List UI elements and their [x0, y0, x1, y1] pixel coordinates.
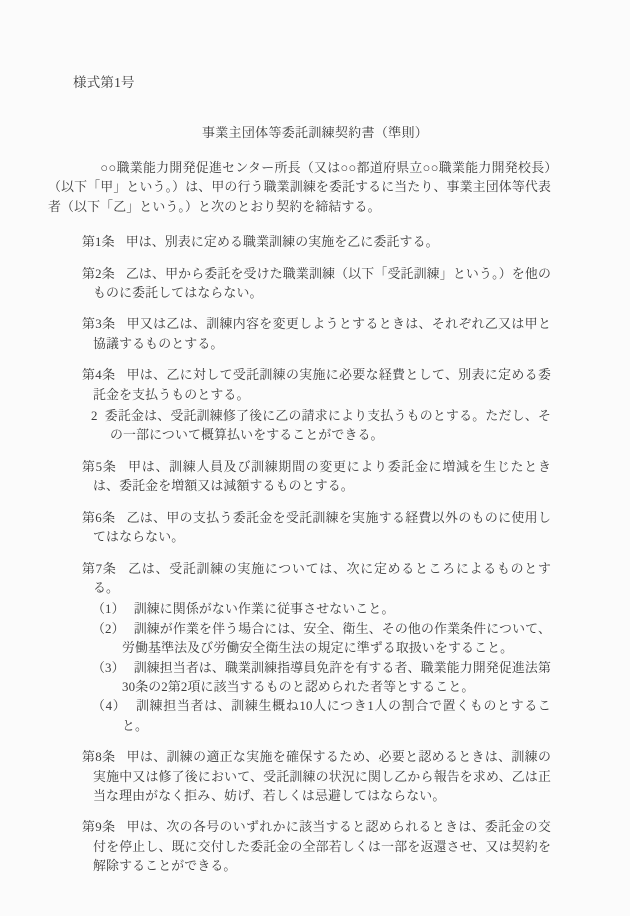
article-4 [0, 366, 630, 405]
article-7-item-1 [0, 600, 630, 619]
article-4-label: 第4条 [82, 368, 116, 383]
article-5-label: 第5条 [82, 459, 117, 474]
article-7-item-3 [0, 659, 630, 698]
document-title: 事業主団体等委託訓練契約書（準則） [201, 125, 429, 140]
article-7-label: 第7条 [82, 561, 117, 576]
article-6 [0, 509, 630, 548]
article-9-text: 甲は、次の各号のいずれかに該当すると認められるときは、委託金の交付を停止し、既に交付した委託金の全部若しくは一部を返還させ、又は契約を解除することができる。 [93, 820, 551, 874]
article-3 [0, 315, 630, 354]
article-1-text: 甲は、別表に定める職業訓練の実施を乙に委託する。 [125, 235, 439, 250]
article-7-item-4-text: 訓練担当者は、訓練生概ね10人につき1人の割合で置くものとすること。 [122, 699, 551, 733]
form-number: 様式第1号 [73, 75, 135, 90]
article-2-text: 乙は、甲から委託を受けた職業訓練（以下「受託訓練」という。）を他のものに委託してはならない。 [93, 266, 551, 301]
article-4-clause-2-text: 委託金は、受託訓練修了後に乙の請求により支払うものとする。ただし、その一部について概算払いをすることができる。 [104, 409, 551, 443]
article-2 [0, 265, 630, 304]
article-7-item-2 [0, 620, 630, 659]
article-7-item-1-text: 訓練に関係がない作業に従事させないこと。 [133, 602, 395, 617]
article-1 [0, 233, 630, 252]
article-3-text: 甲又は乙は、訓練内容を変更しようとするときは、それぞれ乙又は甲と協議するものとする。 [93, 317, 551, 351]
article-6-text: 乙は、甲の支払う委託金を受託訓練を実施する経費以外のものに使用してはならない。 [93, 510, 551, 545]
article-7-item-3-number: （3） [92, 660, 125, 675]
article-7-item-3-text: 訓練担当者は、職業訓練指導員免許を有する者、職業能力開発促進法第30条の2第2項に該当するものと認められた者等とすること。 [122, 660, 551, 694]
article-8-text: 甲は、訓練の適正な実施を確保するため、必要と認めるときは、訓練の実施中又は修了後において、受託訓練の状況に関し乙から報告を求め、乙は正当な理由がなく拒み、妨げ、若しくは忌避してはならない。 [93, 750, 551, 803]
article-4-clause-2-number: 2 [91, 409, 98, 424]
article-3-label: 第3条 [82, 317, 116, 332]
preamble-paragraph: ○○職業能力開発促進センター所長（又は○○都道府県立○○職業能力開発校長）（以下「甲」という。）は、甲の行う職業訓練を委託するに当たり、事業主団体等代表者（以下「乙」という。）と次のとおり契約を締結する。 [48, 161, 551, 214]
article-8-label: 第8条 [82, 750, 116, 765]
article-1-label: 第1条 [82, 235, 115, 250]
article-5-text: 甲は、訓練人員及び訓練期間の変更により委託金に増減を生じたときは、委託金を増額又は減額するものとする。 [93, 459, 551, 494]
article-9 [0, 818, 630, 876]
article-2-label: 第2条 [82, 266, 115, 281]
article-8 [0, 748, 630, 806]
article-7-item-1-number: （1） [92, 602, 125, 617]
article-6-label: 第6条 [82, 510, 116, 525]
article-5 [0, 458, 630, 497]
article-4-clause-2 [0, 407, 630, 446]
article-4-text: 甲は、乙に対して受託訓練の実施に必要な経費として、別表に定める委託金を支払うものとする。 [93, 368, 551, 402]
article-7 [0, 560, 630, 599]
contract-text [0, 159, 630, 889]
article-7-item-2-text: 訓練が作業を伴う場合には、安全、衛生、その他の作業条件について、労働基準法及び労働安全衛生法の規定に準ずる取扱いをすること。 [122, 621, 551, 656]
article-7-text: 乙は、受託訓練の実施については、次に定めるところによるものとする。 [93, 561, 551, 595]
article-9-label: 第9条 [82, 820, 116, 835]
article-7-item-2-number: （2） [92, 621, 125, 636]
article-7-item-4 [0, 697, 630, 736]
article-7-item-4-number: （4） [92, 699, 127, 714]
